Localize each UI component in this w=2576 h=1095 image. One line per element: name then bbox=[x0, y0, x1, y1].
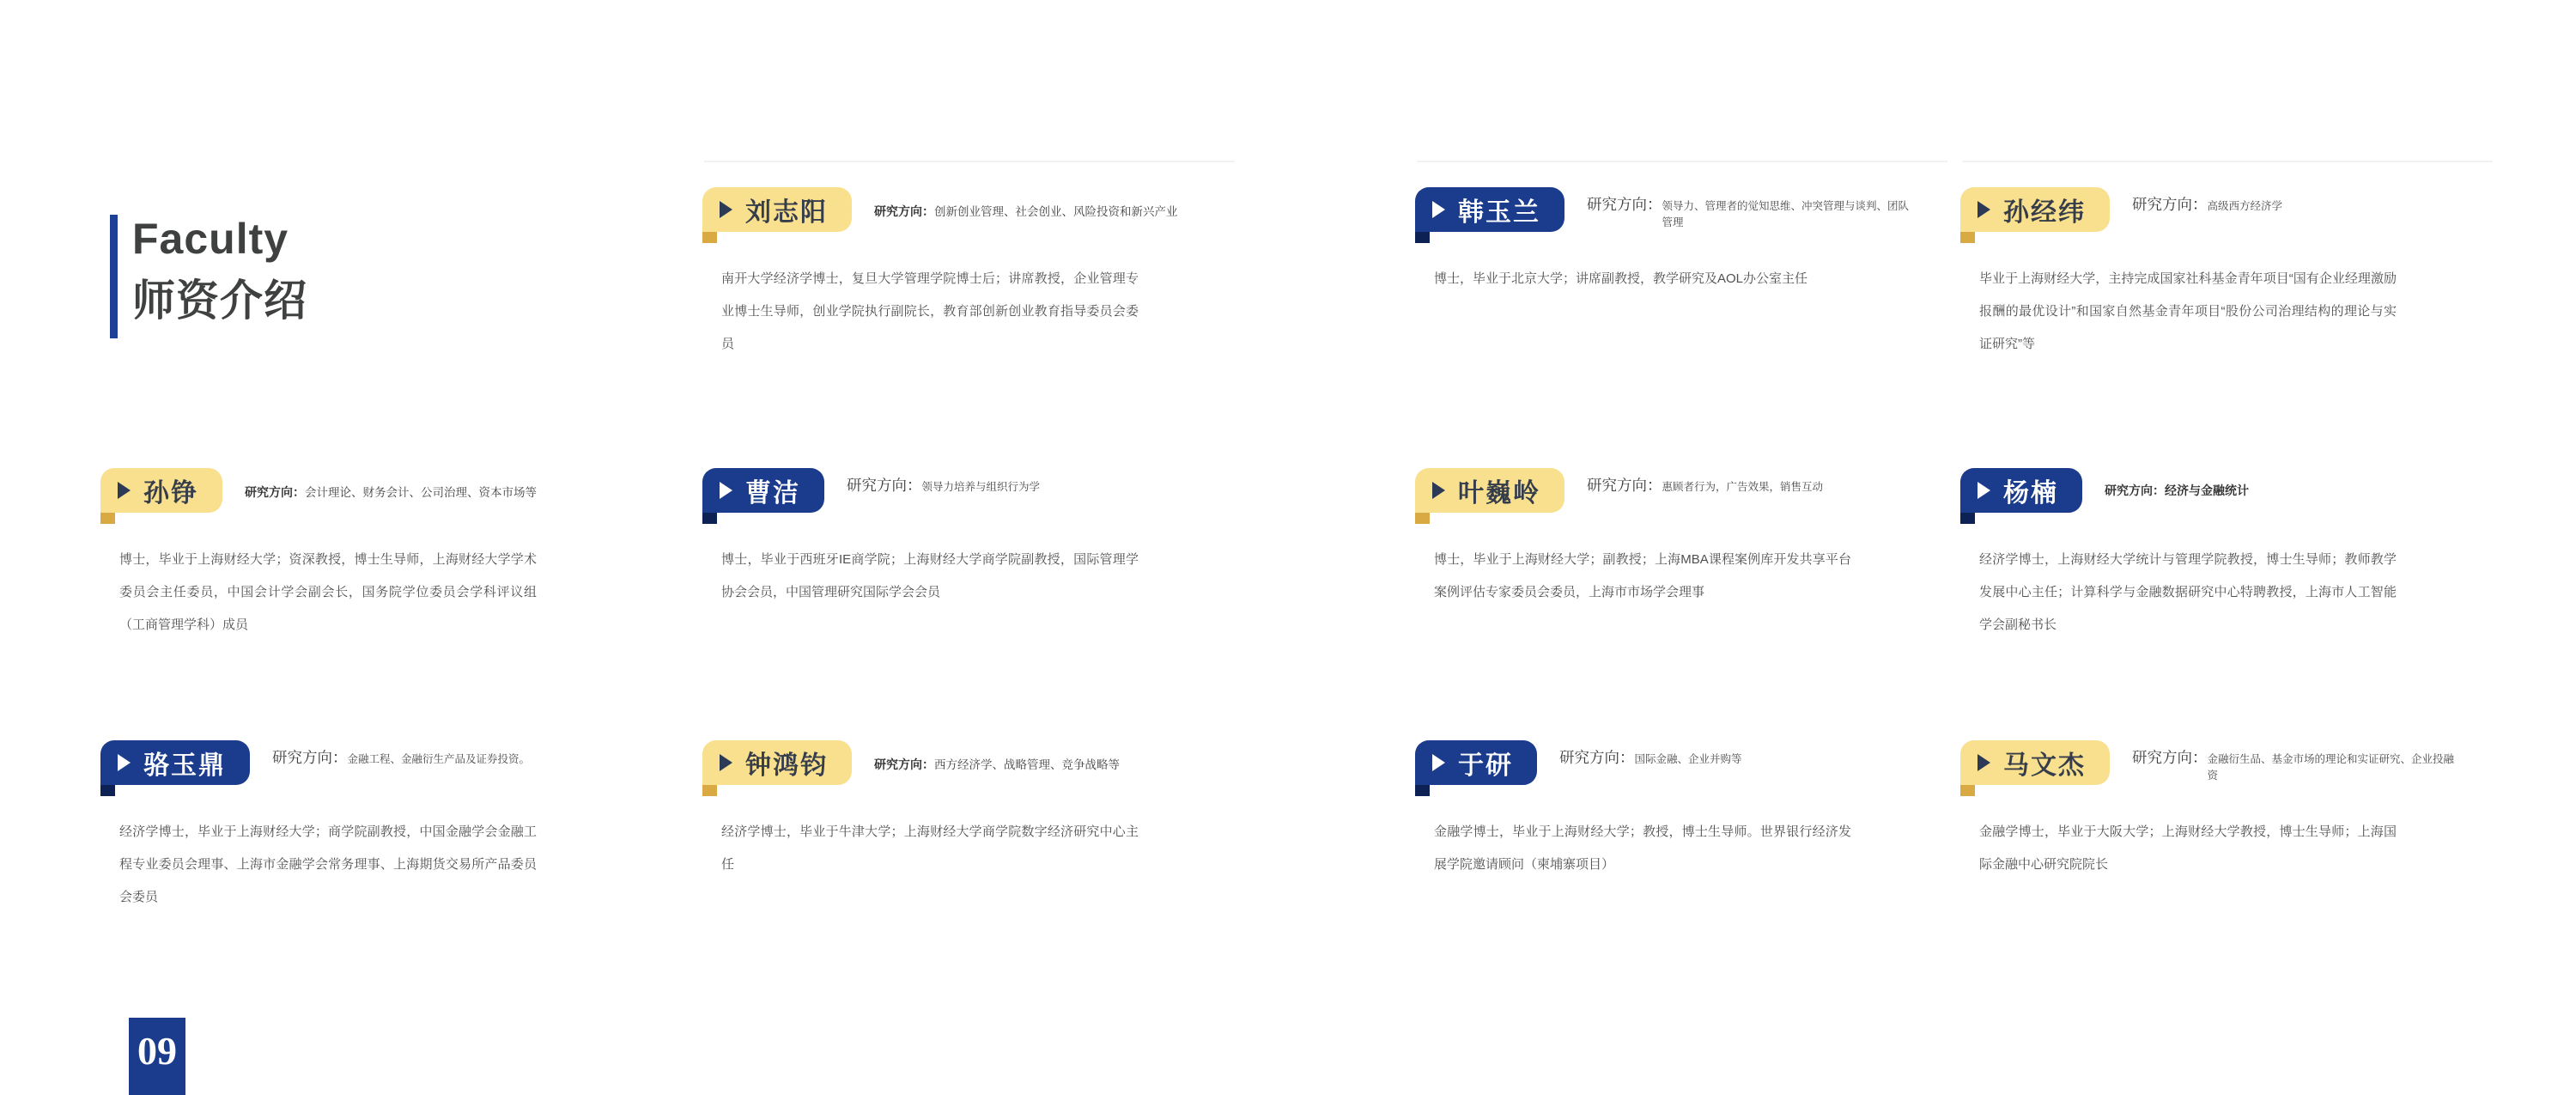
research-text: 会计理论、财务会计、公司治理、资本市场等 bbox=[305, 486, 537, 499]
name-badge bbox=[702, 187, 852, 232]
research-label: 研究方向： bbox=[874, 204, 934, 218]
badge-fold bbox=[1415, 232, 1430, 243]
faculty-name: 孙经纬 bbox=[2003, 198, 2086, 227]
name-badge bbox=[1415, 740, 1537, 785]
faculty-bio: 金融学博士，毕业于大阪大学；上海财经大学教授，博士生导师；上海国际金融中心研究院院长 bbox=[1979, 824, 2397, 872]
title-accent-bar bbox=[110, 215, 118, 338]
faculty-card bbox=[1960, 468, 2493, 642]
research-text: 金融衍生品、基金市场的理论和实证研究、企业投融资 bbox=[2207, 753, 2455, 782]
play-icon bbox=[1432, 754, 1445, 771]
research-label: 研究方向： bbox=[1587, 477, 1662, 494]
name-badge bbox=[1960, 187, 2110, 232]
research-text: 惠顾者行为，广告效果，销售互动 bbox=[1662, 481, 1824, 493]
badge-fold bbox=[1415, 785, 1430, 796]
research-text: 西方经济学、战略管理、竞争战略等 bbox=[934, 758, 1120, 771]
faculty-name: 骆玉鼎 bbox=[143, 751, 226, 780]
page-title-zh: 师资介绍 bbox=[132, 277, 307, 325]
faculty-name: 杨楠 bbox=[2003, 479, 2058, 508]
research-text: 高级西方经济学 bbox=[2207, 200, 2283, 212]
badge-fold bbox=[1415, 513, 1430, 524]
play-icon bbox=[720, 201, 732, 218]
faculty-bio: 经济学博士，毕业于上海财经大学；商学院副教授，中国金融学会金融工程专业委员会理事、上海市金融学会常务理事、上海期货交易所产品委员会委员 bbox=[119, 824, 537, 904]
research-direction bbox=[1587, 474, 1823, 496]
card-header bbox=[1960, 187, 2493, 232]
card-header bbox=[702, 468, 1235, 513]
badge-fold bbox=[702, 232, 717, 243]
card-header bbox=[100, 468, 633, 513]
faculty-bio: 毕业于上海财经大学，主持完成国家社科基金青年项目“国有企业经理激励报酬的最优设计”和国家自然基金青年项目“股份公司治理结构的理论与实证研究”等 bbox=[1979, 271, 2397, 351]
research-label: 研究方向： bbox=[1587, 196, 1662, 213]
card-header bbox=[100, 740, 633, 785]
research-direction bbox=[272, 746, 530, 768]
faculty-name: 孙铮 bbox=[143, 479, 198, 508]
card-header bbox=[1960, 468, 2493, 513]
research-direction bbox=[2132, 193, 2282, 215]
faculty-bio: 博士，毕业于上海财经大学；副教授；上海MBA课程案例库开发共享平台案例评估专家委员会委员，上海市市场学会理事 bbox=[1434, 552, 1851, 599]
play-icon bbox=[720, 482, 732, 499]
research-label: 研究方向： bbox=[2105, 484, 2165, 497]
research-label: 研究方向： bbox=[272, 749, 348, 766]
faculty-name: 马文杰 bbox=[2003, 751, 2086, 780]
name-badge bbox=[702, 740, 852, 785]
faculty-card bbox=[1415, 468, 1947, 609]
page-title bbox=[110, 215, 307, 338]
faculty-name: 钟鸿钧 bbox=[745, 751, 828, 780]
faculty-bio: 博士，毕业于西班牙IE商学院；上海财经大学商学院副教授，国际管理学协会会员，中国管理研究国际学会会员 bbox=[721, 552, 1139, 599]
name-badge bbox=[100, 740, 250, 785]
play-icon bbox=[1978, 201, 1990, 218]
faculty-card bbox=[1415, 187, 1947, 295]
research-text: 国际金融、企业并购等 bbox=[1634, 753, 1742, 765]
research-label: 研究方向： bbox=[2132, 196, 2208, 213]
card-header bbox=[702, 740, 1235, 785]
research-text: 金融工程、金融衍生产品及证券投资。 bbox=[347, 753, 531, 765]
play-icon bbox=[1978, 482, 1990, 499]
research-label: 研究方向： bbox=[847, 477, 922, 494]
play-icon bbox=[118, 754, 131, 771]
play-icon bbox=[1432, 201, 1445, 218]
name-badge bbox=[100, 468, 222, 513]
faculty-card bbox=[702, 740, 1235, 881]
research-text: 创新创业管理、社会创业、风险投资和新兴产业 bbox=[934, 205, 1178, 218]
research-label: 研究方向： bbox=[1559, 749, 1635, 766]
research-text: 经济与金融统计 bbox=[2165, 484, 2249, 497]
research-direction bbox=[2132, 746, 2458, 784]
card-header bbox=[1960, 740, 2493, 785]
faculty-name: 曹洁 bbox=[745, 479, 800, 508]
card-separator bbox=[1417, 161, 1947, 162]
badge-fold bbox=[1960, 785, 1975, 796]
badge-fold bbox=[702, 513, 717, 524]
badge-fold bbox=[100, 513, 115, 524]
card-header bbox=[1415, 468, 1947, 513]
research-direction bbox=[847, 474, 1040, 496]
card-header bbox=[1415, 740, 1947, 785]
faculty-card bbox=[702, 187, 1235, 361]
play-icon bbox=[118, 482, 131, 499]
faculty-name: 韩玉兰 bbox=[1458, 198, 1540, 227]
card-header bbox=[1415, 187, 1947, 232]
page-title-text bbox=[132, 208, 307, 338]
name-badge bbox=[1960, 740, 2110, 785]
research-direction bbox=[2105, 482, 2249, 499]
research-label: 研究方向： bbox=[245, 485, 305, 499]
play-icon bbox=[720, 754, 732, 771]
research-text: 领导力、管理者的觉知思维、冲突管理与谈判、团队管理 bbox=[1662, 200, 1910, 228]
faculty-bio: 博士，毕业于北京大学；讲席副教授，教学研究及AOL办公室主任 bbox=[1434, 271, 1808, 286]
name-badge bbox=[1415, 187, 1564, 232]
page-title-en: Faculty bbox=[132, 215, 289, 263]
faculty-card bbox=[100, 468, 633, 642]
faculty-card bbox=[1960, 187, 2493, 361]
research-label: 研究方向： bbox=[874, 757, 934, 771]
page-number-badge bbox=[129, 1018, 185, 1095]
badge-fold bbox=[702, 785, 717, 796]
badge-fold bbox=[1960, 513, 1975, 524]
badge-fold bbox=[100, 785, 115, 796]
play-icon bbox=[1432, 482, 1445, 499]
research-direction bbox=[1587, 193, 1913, 231]
faculty-name: 于研 bbox=[1458, 751, 1513, 780]
research-text: 领导力培养与组织行为学 bbox=[921, 481, 1041, 493]
page-number: 09 bbox=[137, 1029, 177, 1073]
name-badge bbox=[702, 468, 824, 513]
card-separator bbox=[1962, 161, 2493, 162]
faculty-card bbox=[1960, 740, 2493, 881]
faculty-bio: 经济学博士，上海财经大学统计与管理学院教授，博士生导师；教师教学发展中心主任；计算科学与金融数据研究中心特聘教授，上海市人工智能学会副秘书长 bbox=[1979, 552, 2397, 632]
faculty-bio: 南开大学经济学博士，复旦大学管理学院博士后；讲席教授，企业管理专业博士生导师，创业学院执行副院长，教育部创新创业教育指导委员会委员 bbox=[721, 271, 1139, 351]
research-direction bbox=[245, 483, 537, 501]
faculty-bio: 博士，毕业于上海财经大学；资深教授，博士生导师，上海财经大学学术委员会主任委员，中国会计学会副会长，国务院学位委员会学科评议组（工商管理学科）成员 bbox=[119, 552, 537, 632]
faculty-card bbox=[1415, 740, 1947, 881]
faculty-card bbox=[100, 740, 633, 914]
badge-fold bbox=[1960, 232, 1975, 243]
card-header bbox=[702, 187, 1235, 232]
faculty-name: 叶巍岭 bbox=[1458, 479, 1540, 508]
faculty-card bbox=[702, 468, 1235, 609]
name-badge bbox=[1960, 468, 2082, 513]
play-icon bbox=[1978, 754, 1990, 771]
name-badge bbox=[1415, 468, 1564, 513]
faculty-bio: 金融学博士，毕业于上海财经大学；教授，博士生导师。世界银行经济发展学院邀请顾问（柬埔寨项目） bbox=[1434, 824, 1851, 872]
faculty-bio: 经济学博士，毕业于牛津大学；上海财经大学商学院数字经济研究中心主任 bbox=[721, 824, 1139, 872]
faculty-name: 刘志阳 bbox=[745, 198, 828, 227]
research-direction bbox=[1559, 746, 1742, 768]
research-direction bbox=[874, 202, 1178, 220]
research-direction bbox=[874, 755, 1120, 773]
card-separator bbox=[704, 161, 1235, 162]
research-label: 研究方向： bbox=[2132, 749, 2208, 766]
